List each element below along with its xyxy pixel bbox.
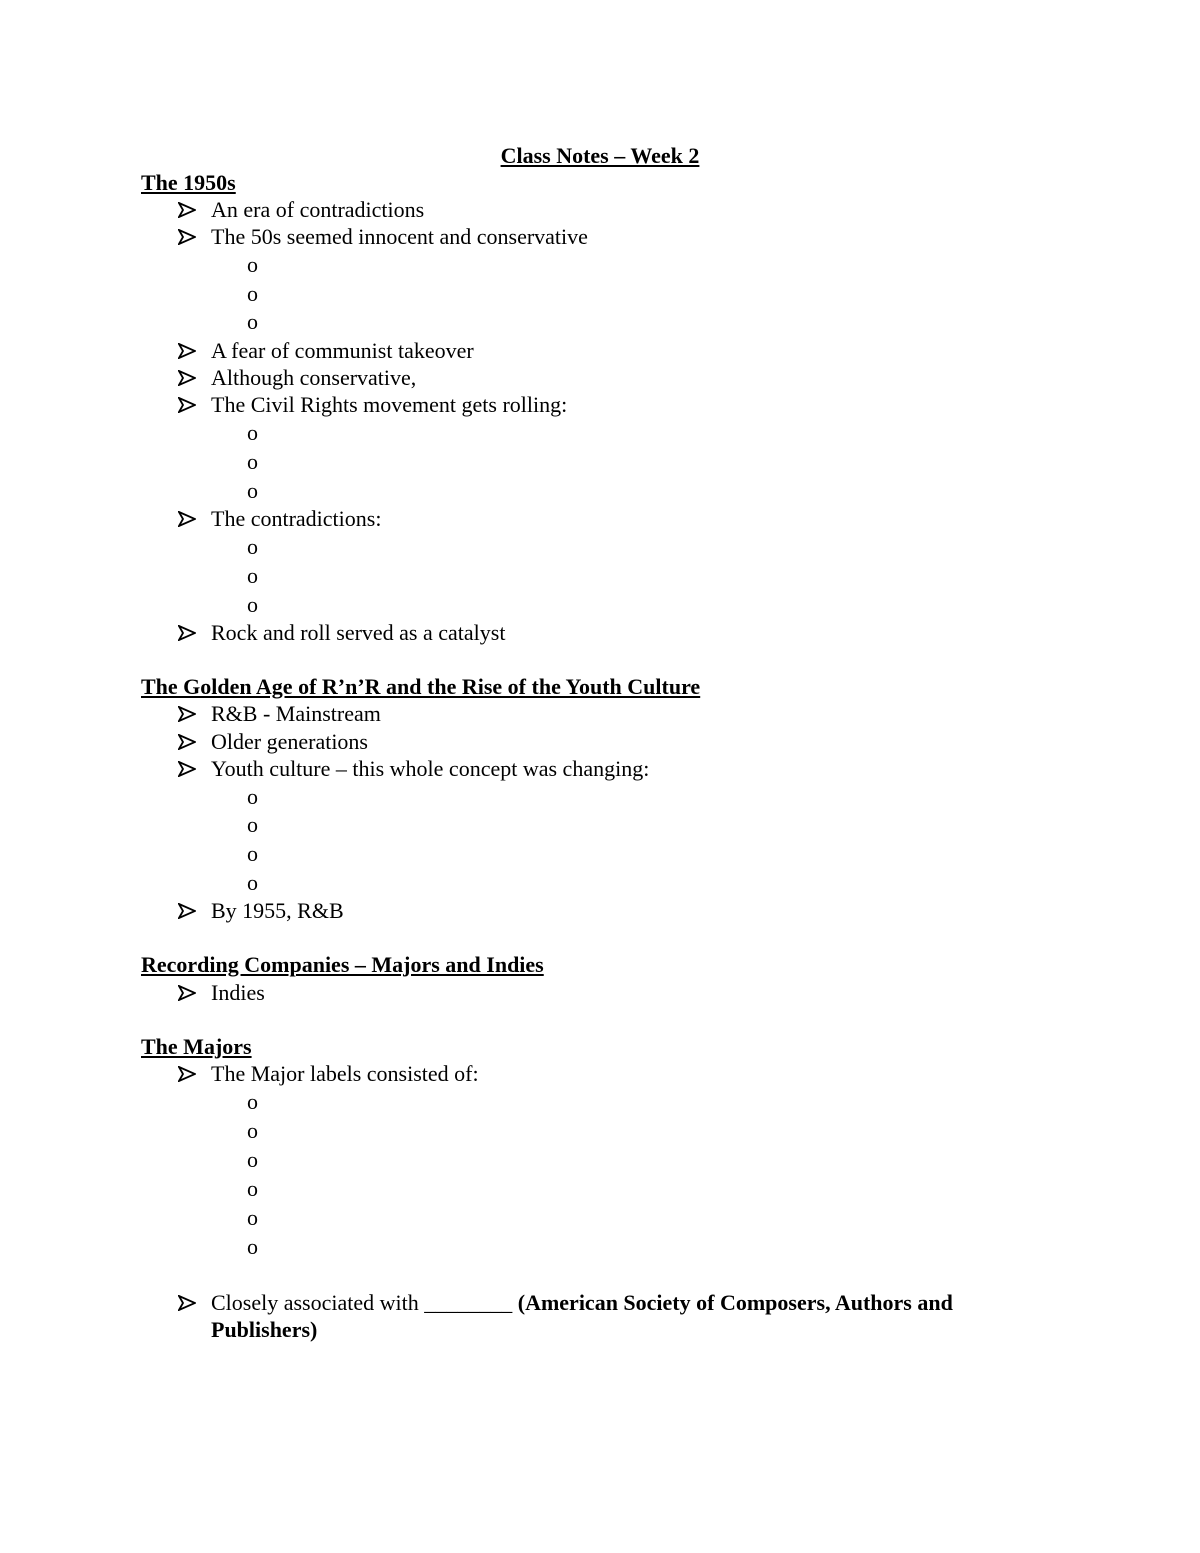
list-item-text: Rock and roll served as a catalyst bbox=[211, 620, 506, 645]
sub-list-marker: o bbox=[247, 534, 258, 559]
arrowhead-bullet-icon bbox=[176, 619, 198, 647]
list-item-text: A fear of communist takeover bbox=[211, 338, 474, 363]
sub-list-marker: o bbox=[247, 563, 258, 588]
arrowhead-bullet-icon bbox=[176, 755, 198, 783]
arrowhead-bullet-icon bbox=[176, 1289, 198, 1317]
arrowhead-bullet-icon bbox=[176, 505, 198, 533]
sub-list-marker: o bbox=[247, 478, 258, 503]
list-item-text: R&B - Mainstream bbox=[211, 701, 381, 726]
sub-list-marker: o bbox=[247, 592, 258, 617]
arrowhead-bullet-icon bbox=[176, 728, 198, 756]
arrowhead-bullet-icon bbox=[176, 364, 198, 392]
arrowhead-bullet-icon bbox=[176, 223, 198, 251]
list-item-text: Youth culture – this whole concept was changing: bbox=[211, 756, 650, 781]
sub-list-marker: o bbox=[247, 1118, 258, 1143]
list-item-text: The 50s seemed innocent and conservative bbox=[211, 224, 588, 249]
sub-list-marker: o bbox=[247, 841, 258, 866]
list-item-text: The Major labels consisted of: bbox=[211, 1061, 479, 1086]
list-item-text: Indies bbox=[211, 980, 265, 1005]
sub-list-marker: o bbox=[247, 1176, 258, 1201]
sub-list-marker: o bbox=[247, 1205, 258, 1230]
sub-list-marker: o bbox=[247, 449, 258, 474]
sub-list-marker: o bbox=[247, 870, 258, 895]
arrowhead-bullet-icon bbox=[176, 1060, 198, 1088]
arrowhead-bullet-icon bbox=[176, 897, 198, 925]
arrowhead-bullet-icon bbox=[176, 337, 198, 365]
arrowhead-bullet-icon bbox=[176, 700, 198, 728]
list-item-text: By 1955, R&B bbox=[211, 898, 344, 923]
sub-list-marker: o bbox=[247, 252, 258, 277]
sub-list-marker: o bbox=[247, 1147, 258, 1172]
list-item-text: An era of contradictions bbox=[211, 197, 425, 222]
sub-list-marker: o bbox=[247, 784, 258, 809]
section-heading-1950s: The 1950s bbox=[141, 170, 236, 195]
list-item-text: Older generations bbox=[211, 729, 368, 754]
sub-list-marker: o bbox=[247, 1089, 258, 1114]
sub-list-marker: o bbox=[247, 309, 258, 334]
list-item-text: Although conservative, bbox=[211, 365, 417, 390]
page-title: Class Notes – Week 2 bbox=[500, 143, 700, 168]
sub-list-marker: o bbox=[247, 281, 258, 306]
list-item-text: The Civil Rights movement gets rolling: bbox=[211, 392, 568, 417]
list-item-text bbox=[211, 1289, 953, 1317]
arrowhead-bullet-icon bbox=[176, 196, 198, 224]
sub-list-marker: o bbox=[247, 812, 258, 837]
sub-list-marker: o bbox=[247, 1234, 258, 1259]
arrowhead-bullet-icon bbox=[176, 979, 198, 1007]
list-item-text-plain: Closely associated with ________ bbox=[211, 1290, 518, 1315]
arrowhead-bullet-icon bbox=[176, 391, 198, 419]
list-item-text: The contradictions: bbox=[211, 506, 382, 531]
section-heading-majors: The Majors bbox=[141, 1034, 252, 1059]
section-heading-recording-companies: Recording Companies – Majors and Indies bbox=[141, 952, 544, 977]
sub-list-marker: o bbox=[247, 420, 258, 445]
list-item-text-bold-continued: Publishers) bbox=[211, 1317, 318, 1342]
list-item-text-bold: (American Society of Composers, Authors and bbox=[517, 1290, 953, 1315]
section-heading-golden-age: The Golden Age of R’n’R and the Rise of the Youth Culture bbox=[141, 674, 701, 699]
